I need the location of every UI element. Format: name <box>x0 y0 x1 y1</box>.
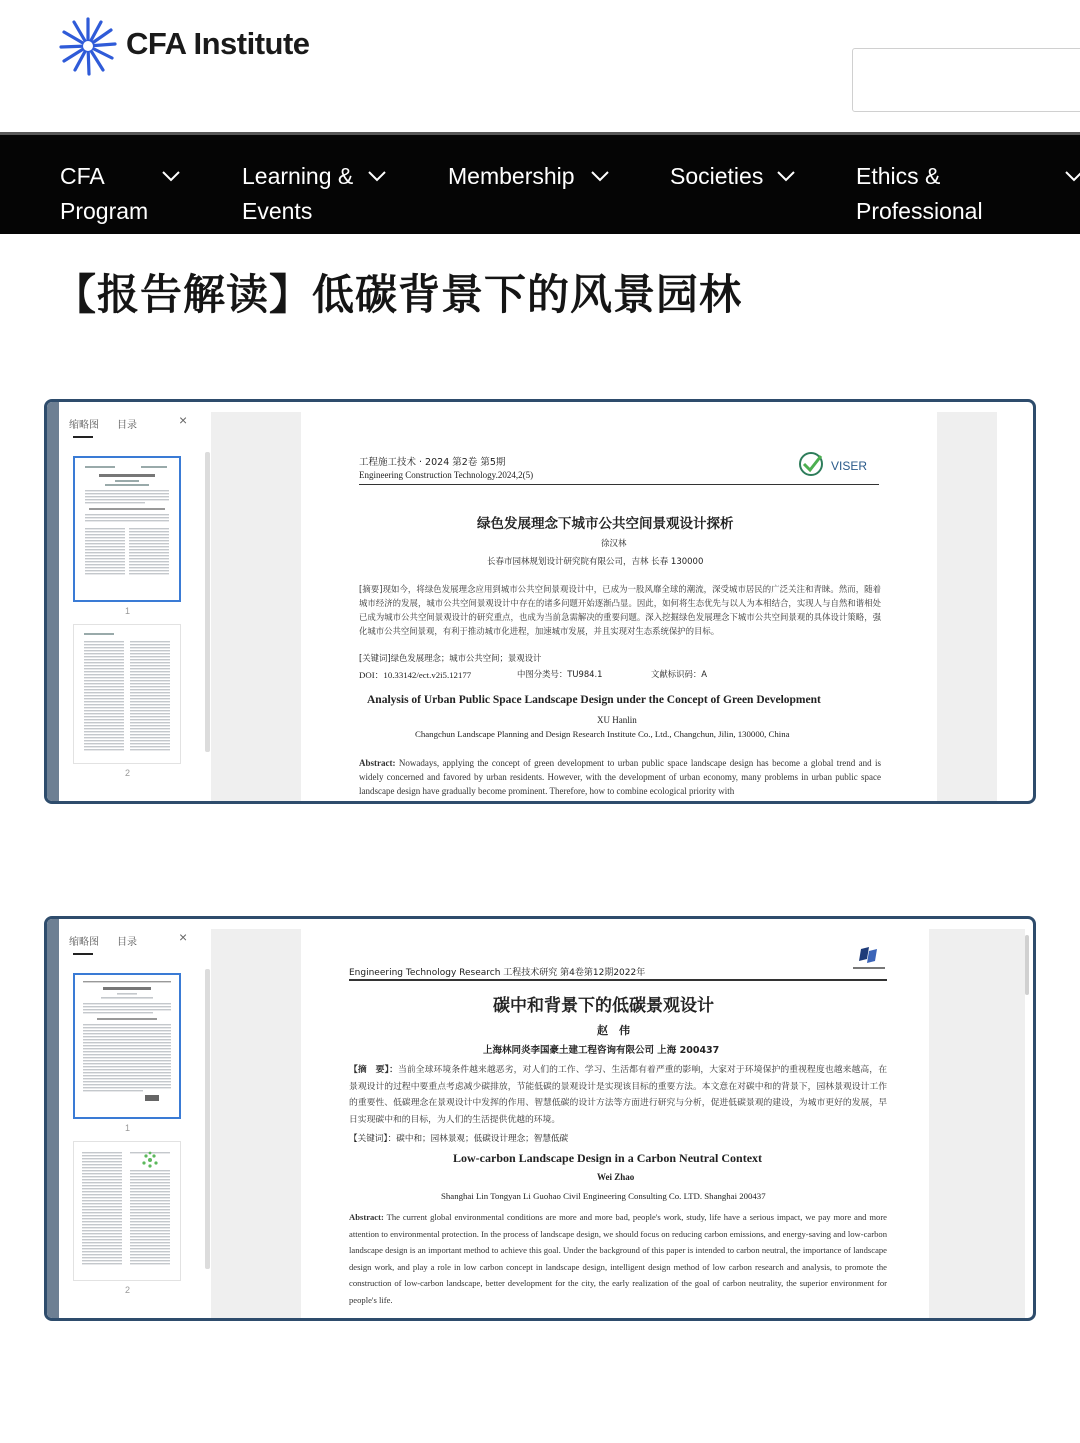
author-en: XU Hanlin <box>597 715 637 725</box>
site-header <box>0 0 1080 132</box>
nav-label: Membership <box>448 163 575 189</box>
thumbnail-content-icon <box>74 625 180 763</box>
pdf-page <box>301 412 937 804</box>
author-cn: 徐汉林 <box>601 539 627 549</box>
nav-label: Societies <box>670 163 764 189</box>
journal-logo-icon <box>851 945 887 973</box>
journal-cn: 工程施工技术 · 2024 第2卷 第5期 <box>359 457 506 468</box>
page-gutter-left <box>211 929 301 1321</box>
keywords-cn: [关键词]绿色发展理念；城市公共空间；景观设计 <box>359 653 542 663</box>
nav-item-ethics-professional[interactable] <box>856 159 983 229</box>
close-icon[interactable]: × <box>179 412 188 428</box>
main-nav <box>0 132 1080 234</box>
pdf-viewer-1 <box>44 399 1036 804</box>
thumbnail-scrollbar[interactable] <box>205 452 210 752</box>
affiliation-cn: 长春市园林规划设计研究院有限公司，吉林 长春 130000 <box>487 557 704 567</box>
page-thumbnail-1[interactable] <box>73 456 181 602</box>
pdf-viewer-2 <box>44 916 1036 1321</box>
page-title: 【报告解读】低碳背景下的风景园林 <box>54 270 743 319</box>
thumbnail-content-icon <box>75 975 179 1117</box>
nav-item-cfa-program[interactable] <box>60 159 148 229</box>
pdf-page <box>301 929 929 1321</box>
affiliation-en: Shanghai Lin Tongyan Li Guohao Civil Engineering Consulting Co. LTD. Shanghai 200437 <box>441 1191 766 1201</box>
viewer-side-strip <box>47 402 59 801</box>
thumbnail-page-number: 2 <box>125 768 131 778</box>
paper-title-en: Analysis of Urban Public Space Landscape Design under the Concept of Green Development <box>367 694 821 706</box>
chevron-down-icon[interactable] <box>1064 169 1080 183</box>
thumbnail-page-number: 1 <box>125 606 131 616</box>
page-thumbnail-1[interactable] <box>73 973 181 1119</box>
chevron-down-icon[interactable] <box>367 169 387 183</box>
page-thumbnail-2[interactable] <box>73 1141 181 1281</box>
publisher-name: VISER <box>831 459 868 473</box>
tab-thumbnail[interactable]: 缩略图 <box>69 420 99 431</box>
thumbnail-content-icon <box>75 458 179 600</box>
page-thumbnail-2[interactable] <box>73 624 181 764</box>
header-rule <box>359 484 879 485</box>
tab-toc[interactable]: 目录 <box>117 937 137 948</box>
affiliation-cn: 上海林同炎李国豪土建工程咨询有限公司 上海 200437 <box>483 1045 720 1056</box>
affiliation-en: Changchun Landscape Planning and Design Research Institute Co., Ltd., Changchun, Jilin, 130000, China <box>415 729 790 739</box>
page-gutter-right <box>937 412 997 804</box>
abstract-text: The current global environmental conditions are more and more bad, people's work, study, life have a serious impact, we pay more and more attention to environmental protection. In the process of landscape design, we should focus on reducing carbon emissions, and energy-saving and low-carbon landscape design is an important method to achieve this goal. Under the background of this paper is intended to carbon neutral, the importance of landscape design work, and play a role in low carbon concept in landscape design, intelligent design method of low carbon research and analysis, to promote the construction of low-carbon landscape, better development for the city, the early realization of the goal of carbon neutrality, the superior environment for people's life. <box>349 1212 887 1305</box>
header-rule <box>349 979 887 981</box>
nav-label: Events <box>242 198 313 224</box>
abstract-cn: [摘要]现如今，将绿色发展理念应用到城市公共空间景观设计中，已成为一股风靡全球的潮流，深受城市居民的广泛关注和青睐。然而，随着城市经济的发展，城市公共空间景观设计中存在的诸多问题开始逐渐凸显。因此，如何将生态优先与以人为本相结合，实现人与自然和谐相处已成为城市公共空间景观设计的研究重点，也成为当前急需解决的重要问题。深入挖掘绿色发展理念下城市公共空间景观的具体设计策略，强化城市公共空间景观，有利于推动城市化进程，加速城市发展，并且实现对生态系统保护的目标。 <box>359 584 881 636</box>
thumbnail-page-number: 1 <box>125 1123 131 1133</box>
paper-title-cn: 绿色发展理念下城市公共空间景观设计探析 <box>477 516 734 532</box>
cfa-sunburst-logo-icon[interactable] <box>58 16 118 76</box>
thumbnail-scrollbar[interactable] <box>205 969 210 1269</box>
keywords-cn: 【关键词】：碳中和；园林景观；低碳设计理念；智慧低碳 <box>349 1134 569 1144</box>
abstract-label-cn: 【摘 要】： <box>349 1065 398 1075</box>
page-scrollbar[interactable] <box>1025 935 1029 995</box>
nav-label: Learning & <box>242 163 354 189</box>
abstract-en <box>349 1209 887 1309</box>
journal-en: Engineering Construction Technology.2024,2(5) <box>359 470 534 480</box>
nav-item-learning-events[interactable] <box>242 159 353 229</box>
abstract-cn <box>349 1062 887 1128</box>
journal-header: Engineering Technology Research 工程技术研究 第4卷第12期2022年 <box>349 968 646 978</box>
document-code: 文献标识码：A <box>651 669 707 679</box>
brand-name[interactable]: CFA Institute <box>126 26 310 61</box>
chevron-down-icon[interactable] <box>776 169 796 183</box>
author-en: Wei Zhao <box>597 1172 635 1182</box>
page-gutter-right <box>929 929 1025 1321</box>
thumbnail-page-number: 2 <box>125 1285 131 1295</box>
nav-label: Ethics & <box>856 163 941 189</box>
abstract-label: Abstract: <box>359 758 396 768</box>
nav-item-membership[interactable] <box>448 159 575 194</box>
nav-label: Professional <box>856 198 983 224</box>
abstract-text: Nowadays, applying the concept of green development to urban public space landscape design has become a global trend and is widely concerned and favored by urban residents. However, with the development of urban economy, many problems in urban public space landscape design have gradually become prominent. Therefore, how to combine ecological priority with <box>359 758 881 796</box>
page-gutter-left <box>211 412 301 804</box>
tab-active-indicator <box>73 953 93 955</box>
search-input[interactable] <box>852 48 1080 112</box>
abstract-label: Abstract: <box>349 1212 384 1222</box>
clc-number: 中图分类号：TU984.1 <box>517 669 603 679</box>
nav-label: CFA <box>60 163 105 189</box>
paper-title-en: Low-carbon Landscape Design in a Carbon Neutral Context <box>453 1151 763 1165</box>
viser-logo-icon <box>797 450 827 478</box>
doi: DOI：10.33142/ect.v2i5.12177 <box>359 670 472 680</box>
tab-active-indicator <box>73 436 93 438</box>
abstract-text-cn: 当前全球环境条件越来越恶劣，对人们的工作、学习、生活都有着严重的影响，大家对于环境保护的重视程度也越来越高，在景观设计的过程中要重点考虑减少碳排放，节能低碳的景观设计是实现该目标的重要方法。本文意在对碳中和的背景下，园林景观设计工作的重要性、低碳理念在景观设计中发挥的作用、智慧低碳的设计方法等方面进行研究与分析，促进低碳景观的建设，为城市更好的发展，早日实现碳中和的目标，为人们的生活提供优越的环境。 <box>349 1065 887 1125</box>
author-cn: 赵 伟 <box>597 1024 630 1037</box>
close-icon[interactable]: × <box>179 929 188 945</box>
chevron-down-icon[interactable] <box>161 169 181 183</box>
tab-toc[interactable]: 目录 <box>117 420 137 431</box>
thumbnail-content-icon <box>74 1142 180 1280</box>
viewer-side-strip <box>47 919 59 1318</box>
nav-label: Program <box>60 198 149 224</box>
abstract-en <box>359 756 881 804</box>
nav-item-societies[interactable] <box>670 159 763 194</box>
tab-thumbnail[interactable]: 缩略图 <box>69 937 99 948</box>
chevron-down-icon[interactable] <box>590 169 610 183</box>
paper-title-cn: 碳中和背景下的低碳景观设计 <box>493 996 714 1016</box>
